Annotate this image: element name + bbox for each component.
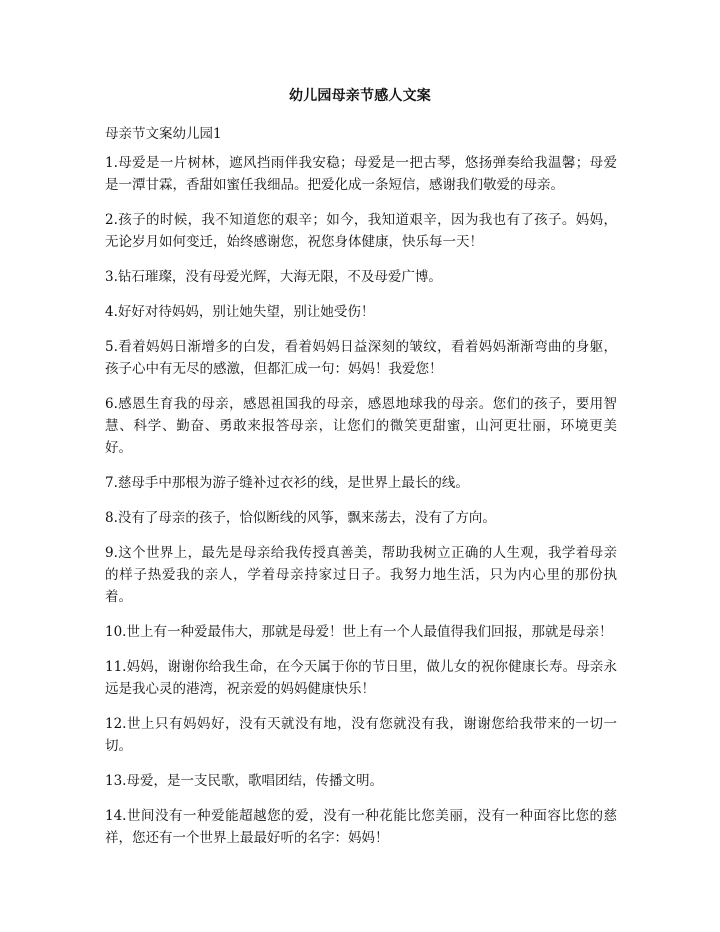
paragraph-4: 4.好好对待妈妈，别让她失望，别让她受伤！ xyxy=(105,304,375,320)
paragraph-6: 6.感恩生育我的母亲，感恩祖国我的母亲，感恩地球我的母亲。您们的孩子，要用智慧、科学、勤奋、勇敢来报答母亲，让您们的微笑更甜蜜，山河更壮丽，环境更美好。 xyxy=(105,396,617,456)
paragraph-11: 11.妈妈，谢谢你给我生命，在今天属于你的节日里，做儿女的祝你健康长寿。母亲永远是我心灵的港湾，祝亲爱的妈妈健康快乐！ xyxy=(105,659,617,697)
paragraph-1: 1.母爱是一片树林，遮风挡雨伴我安稳；母爱是一把古琴，悠扬弹奏给我温馨；母爱是一潭甘霖，香甜如蜜任我细品。把爱化成一条短信，感谢我们敬爱的母亲。 xyxy=(105,155,617,193)
paragraph-10: 10.世上有一种爱最伟大，那就是母爱！世上有一个人最值得我们回报，那就是母亲！ xyxy=(105,624,613,640)
paragraph-14: 14.世间没有一种爱能超越您的爱，没有一种花能比您美丽，没有一种面容比您的慈祥，您还有一个世界上最最好听的名字：妈妈！ xyxy=(105,808,617,846)
paragraph-12: 12.世上只有妈妈好，没有天就没有地，没有您就没有我，谢谢您给我带来的一切一切。 xyxy=(105,716,617,754)
paragraph-8: 8.没有了母亲的孩子，恰似断线的风筝，飘来荡去，没有了方向。 xyxy=(105,510,496,526)
paragraph-3: 3.钻石璀璨，没有母爱光辉，大海无限，不及母爱广博。 xyxy=(105,269,442,285)
paragraph-13: 13.母爱，是一支民歌，歌唱团结，传播文明。 xyxy=(105,773,383,789)
section-heading: 母亲节文案幼儿园1 xyxy=(105,126,222,142)
paragraph-list xyxy=(105,152,617,862)
paragraph-9: 9.这个世界上，最先是母亲给我传授真善美，帮助我树立正确的人生观，我学着母亲的样子热爱我的亲人，学着母亲持家过日子。我努力地生活，只为内心里的那份执着。 xyxy=(105,545,617,605)
paragraph-2: 2.孩子的时候，我不知道您的艰辛；如今，我知道艰辛，因为我也有了孩子。妈妈，无论岁月如何变迁，始终感谢您，祝您身体健康，快乐每一天！ xyxy=(105,212,617,250)
page-title: 幼儿园母亲节感人文案 xyxy=(289,88,431,104)
paragraph-7: 7.慈母手中那根为游子缝补过衣衫的线，是世界上最长的线。 xyxy=(105,475,469,491)
paragraph-5: 5.看着妈妈日渐增多的白发，看着妈妈日益深刻的皱纹，看着妈妈渐渐弯曲的身躯，孩子心中有无尽的感激，但都汇成一句：妈妈！我爱您！ xyxy=(105,339,617,377)
